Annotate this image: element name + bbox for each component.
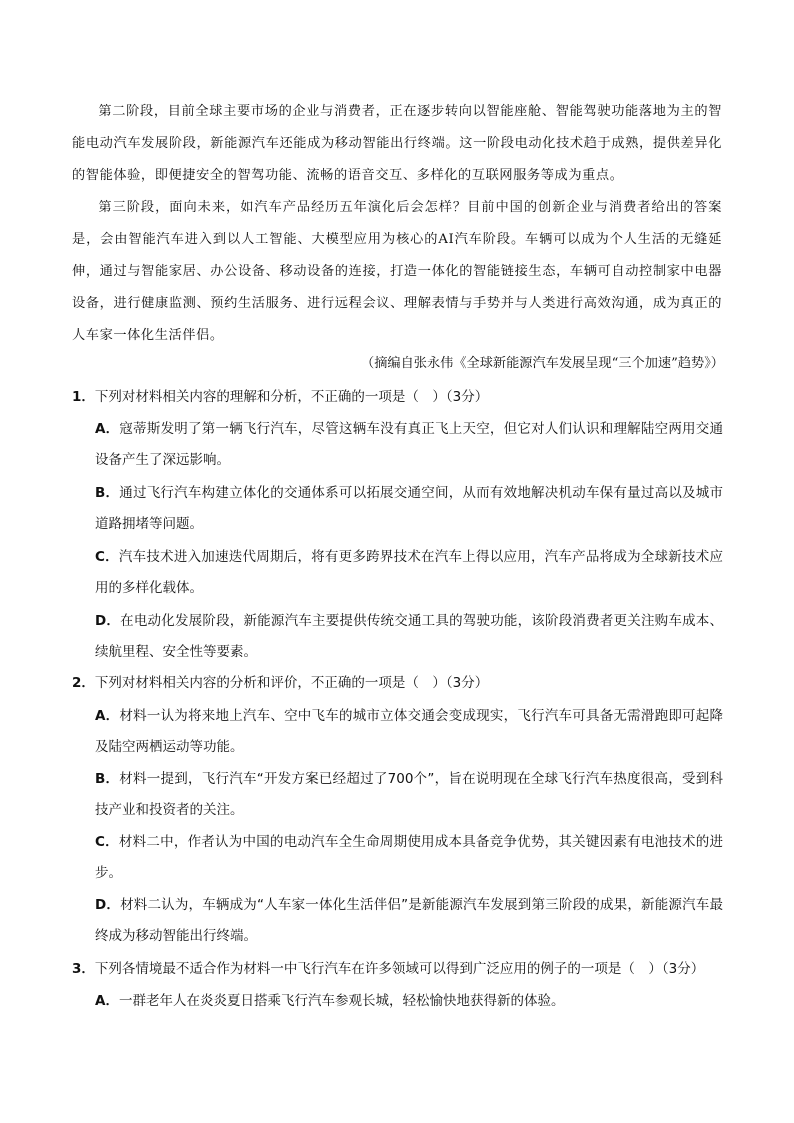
question-1-option-d [95, 606, 723, 668]
question-2-stem [72, 671, 732, 695]
option-text: 材料一认为将来地上汽车、空中飞车的城市立体交通会变成现实，飞行汽车可具备无需滑跑即可起降及陆空两栖运动等功能。 [95, 708, 724, 755]
option-label: D． [95, 897, 121, 913]
option-label: A． [95, 708, 120, 724]
option-text: 材料一提到，飞行汽车“开发方案已经超过了700个”，旨在说明现在全球飞行汽车热度很高，受到科技产业和投资者的关注。 [95, 771, 723, 818]
question-2-option-b [95, 764, 723, 826]
question-2-option-d [95, 890, 723, 952]
option-text: 在电动化发展阶段，新能源汽车主要提供传统交通工具的驾驶功能，该阶段消费者更关注购车成本、续航里程、安全性等要素。 [95, 613, 723, 660]
option-label: A． [95, 421, 120, 437]
question-text: 下列对材料相关内容的分析和评价，不正确的一项是（ ）（3分） [94, 675, 489, 691]
option-text: 材料二中，作者认为中国的电动汽车全生命周期使用成本具备竞争优势，其关键因素有电池技术的进步。 [95, 834, 723, 881]
question-number: 3． [72, 961, 95, 977]
question-1-option-a [95, 414, 723, 476]
option-label: B． [95, 771, 120, 787]
passage-paragraph-stage-three: 第三阶段，面向未来，如汽车产品经历五年演化后会怎样？目前中国的创新企业与消费者给出的答案是，会由智能汽车进入到以人工智能、大模型应用为核心的AI汽车阶段。车辆可以成为个人生活的无缝延伸，通过与智能家居、办公设备、移动设备的连接，打造一体化的智能链接生态，车辆可自动控制家中电器设备，进行健康监测、预约生活服务、进行远程会议、理解表情与手势并与人类进行高效沟通，成为真正的人车家一体化生活伴侣。 [72, 200, 722, 343]
question-text: 下列对材料相关内容的理解和分析，不正确的一项是（ ）（3分） [94, 389, 489, 405]
question-1-option-b [95, 478, 723, 540]
question-2-option-c [95, 827, 723, 889]
option-text: 一群老年人在炎炎夏日搭乘飞行汽车参观长城，轻松愉快地获得新的体验。 [118, 993, 565, 1009]
question-number: 2． [72, 675, 95, 691]
option-text: 通过飞行汽车构建立体化的交通体系可以拓展交通空间，从而有效地解决机动车保有量过高以及城市道路拥堵等问题。 [95, 485, 723, 532]
option-label: A． [95, 993, 119, 1009]
option-text: 材料二认为，车辆成为“人车家一体化生活伴侣”是新能源汽车发展到第三阶段的成果，新能源汽车最终成为移动智能出行终端。 [95, 897, 723, 944]
question-2-option-a [95, 701, 723, 763]
question-3-stem [72, 957, 732, 981]
passage-paragraph-stage-two: 第二阶段，目前全球主要市场的企业与消费者，正在逐步转向以智能座舱、智能驾驶功能落地为主的智能电动汽车发展阶段，新能源汽车还能成为移动智能出行终端。这一阶段电动化技术趋于成熟，提供差异化的智能体验，即便捷安全的智驾功能、流畅的语音交互、多样化的互联网服务等成为重点。 [72, 104, 722, 183]
question-1-option-c [95, 542, 723, 604]
option-label: B． [95, 485, 120, 501]
option-label: C． [95, 834, 119, 850]
option-label: D． [95, 613, 121, 629]
passage-source-citation: （摘编自张永伟《全球新能源汽车发展呈现“三个加速”趋势》） [361, 356, 724, 371]
question-1-stem [72, 385, 732, 409]
question-text: 下列各情境最不适合作为材料一中飞行汽车在许多领域可以得到广泛应用的例子的一项是（ ）（3分） [94, 961, 705, 977]
option-text: 汽车技术进入加速迭代周期后，将有更多跨界技术在汽车上得以应用，汽车产品将成为全球新技术应用的多样化载体。 [95, 549, 723, 596]
question-3-option-a [95, 986, 723, 1017]
option-label: C． [95, 549, 119, 565]
option-text: 寇蒂斯发明了第一辆飞行汽车，尽管这辆车没有真正飞上天空，但它对人们认识和理解陆空两用交通设备产生了深远影响。 [95, 421, 724, 468]
question-number: 1． [72, 389, 95, 405]
